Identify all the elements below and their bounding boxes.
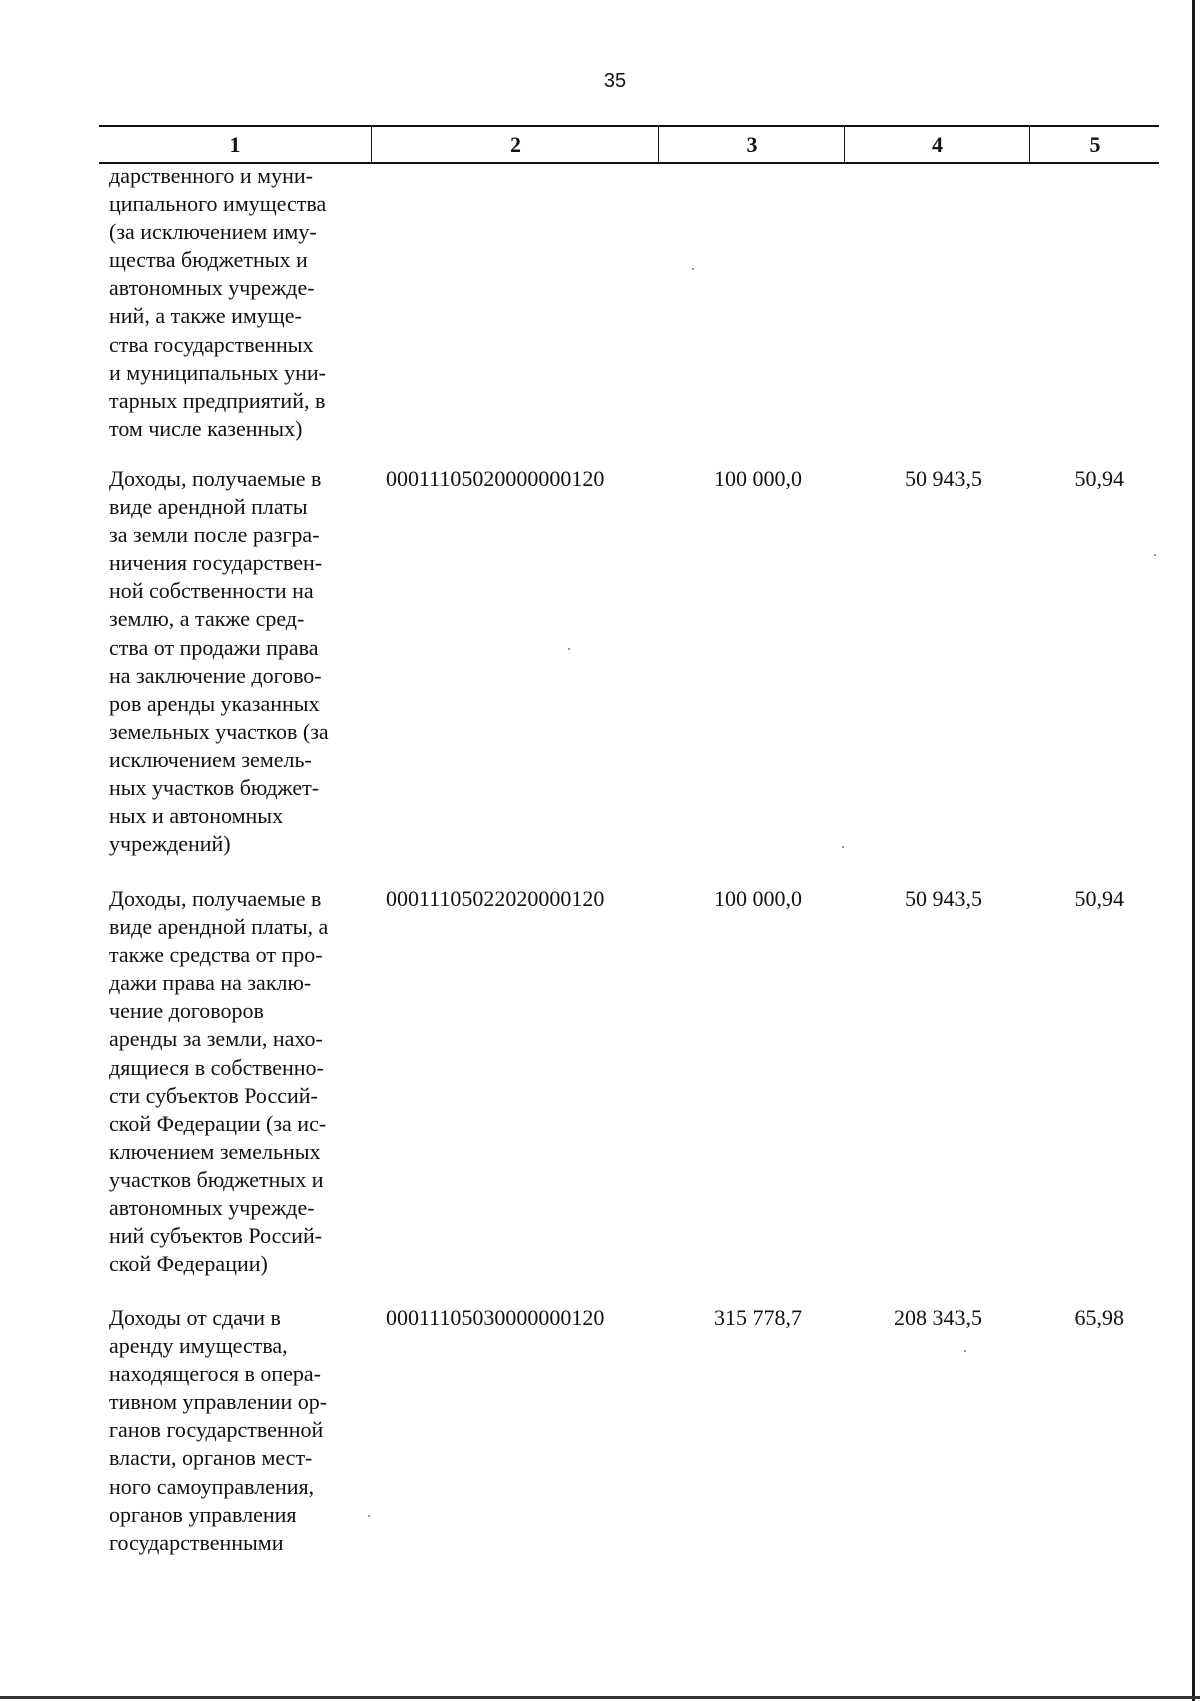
description-line: ного самоуправления, (109, 1473, 315, 1499)
actual-value: 50 943,5 (905, 466, 982, 491)
scan-speck (964, 1350, 966, 1352)
description-line: ной собственности на (109, 578, 314, 604)
column-header-3: 3 (658, 127, 845, 162)
row-description (109, 1304, 361, 1557)
description-line: ключением земельных (109, 1138, 321, 1164)
description-line: ства от продажи права (109, 634, 319, 660)
budget-code: 00011105022020000120 (386, 886, 605, 911)
description-line: дарственного и муни- (109, 163, 313, 188)
description-line: дажи права на заклю- (109, 970, 312, 996)
description-line: Доходы, получаемые в (109, 886, 322, 911)
actual-value: 50 943,5 (905, 886, 982, 911)
description-line: Доходы от сдачи в (109, 1305, 281, 1330)
description-line: земельных участков (за (109, 718, 329, 744)
description-line: учреждений) (109, 831, 231, 857)
description-line: виде арендной платы (109, 494, 308, 520)
description-line: ний субъектов Россий- (109, 1223, 323, 1249)
description-line: за земли после разгра- (109, 522, 320, 548)
scan-speck (368, 1515, 370, 1517)
description-line: ничения государствен- (109, 550, 323, 576)
description-line: (за исключением иму- (109, 219, 317, 245)
description-line: тивном управлении ор- (109, 1389, 328, 1415)
percent-value: 50,94 (1074, 466, 1124, 491)
description-line: дящиеся в собственно- (109, 1054, 324, 1080)
scan-speck (568, 648, 570, 650)
description-line: власти, органов мест- (109, 1445, 313, 1471)
description-line: аренду имущества, (109, 1333, 288, 1359)
description-line: исключением земель- (109, 746, 312, 772)
column-header-1: 1 (229, 132, 241, 157)
description-line: государственными (109, 1529, 284, 1555)
row-description (109, 465, 361, 858)
description-line: на заключение догово- (109, 662, 322, 688)
plan-value: 100 000,0 (714, 466, 802, 491)
description-line: щества бюджетных и (109, 247, 308, 273)
description-line: ных и автономных (109, 803, 284, 829)
description-line: находящегося в опера- (109, 1361, 322, 1387)
description-line: участков бюджетных и (109, 1166, 324, 1192)
plan-value: 100 000,0 (714, 886, 802, 911)
percent-value: 65,98 (1074, 1305, 1124, 1330)
column-header-5: 5 (1029, 127, 1160, 162)
description-line: виде арендной платы, а (109, 914, 329, 940)
description-line: Доходы, получаемые в (109, 466, 322, 491)
description-line: ской Федерации) (109, 1251, 268, 1277)
description-line: ний, а также имуще- (109, 303, 302, 329)
row-description (109, 885, 361, 1278)
description-line: ров аренды указанных (109, 690, 320, 716)
description-line: автономных учрежде- (109, 1195, 315, 1221)
table-header (99, 125, 1159, 164)
description-line: тарных предприятий, в (109, 387, 326, 413)
description-line: сти субъектов Россий- (109, 1082, 318, 1108)
description-line: ства государственных (109, 331, 314, 357)
description-line: чение договоров (109, 998, 264, 1024)
scan-border-bottom (0, 1696, 1200, 1699)
description-line: ципального имущества (109, 191, 327, 217)
description-line: ганов государственной (109, 1417, 324, 1443)
scan-speck (842, 846, 844, 848)
description-line: также средства от про- (109, 942, 323, 968)
scan-speck (1154, 554, 1156, 556)
scan-border-right (1192, 0, 1195, 1701)
description-line: землю, а также сред- (109, 606, 305, 632)
plan-value: 315 778,7 (714, 1305, 802, 1330)
percent-value: 50,94 (1074, 886, 1124, 911)
description-line: и муниципальных уни- (109, 359, 326, 385)
description-line: том числе казенных) (109, 415, 303, 441)
budget-code: 00011105020000000120 (386, 466, 605, 491)
column-header-4: 4 (844, 127, 1030, 162)
description-line: автономных учрежде- (109, 275, 315, 301)
budget-code: 00011105030000000120 (386, 1305, 605, 1330)
column-header-2: 2 (371, 127, 659, 162)
description-line: аренды за земли, нахо- (109, 1026, 323, 1052)
scan-speck (692, 268, 694, 270)
actual-value: 208 343,5 (894, 1305, 982, 1330)
description-line: ных участков бюджет- (109, 775, 320, 801)
description-line: органов управления (109, 1501, 297, 1527)
description-line: ской Федерации (за ис- (109, 1110, 327, 1136)
row-description (109, 162, 361, 443)
page-number: 35 (603, 70, 627, 92)
